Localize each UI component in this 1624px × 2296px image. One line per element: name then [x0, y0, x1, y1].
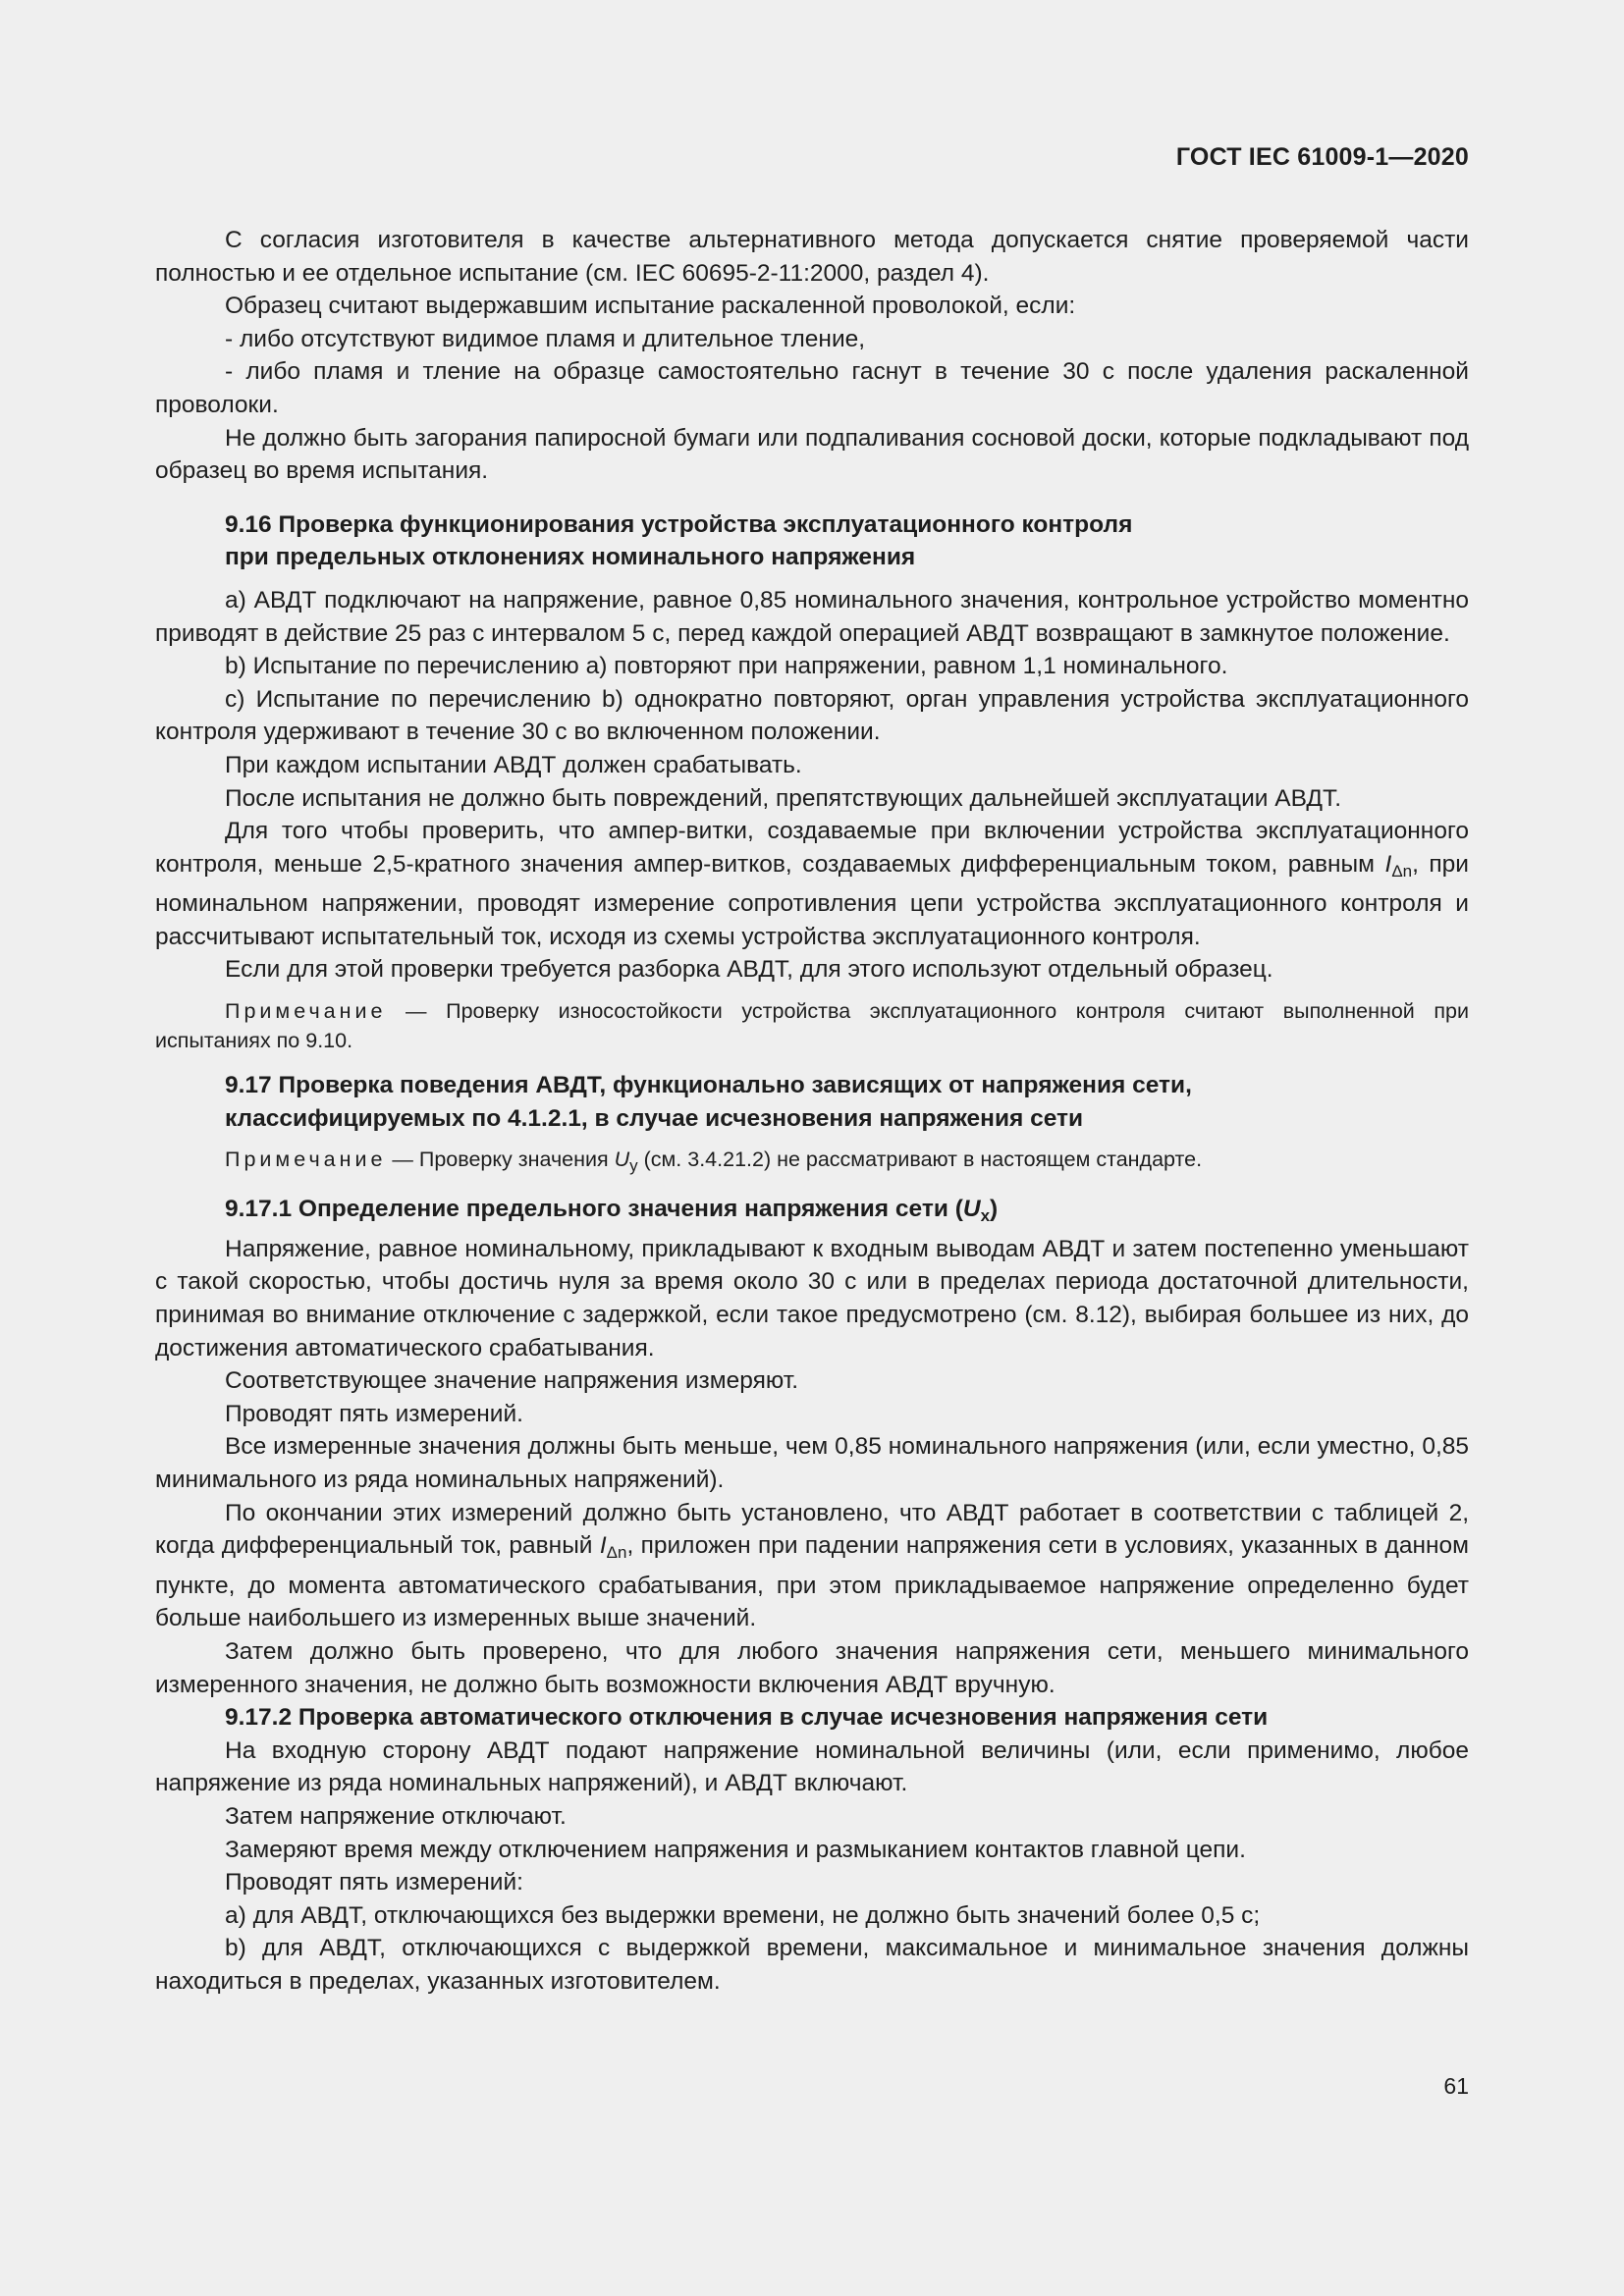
- paragraph: Все измеренные значения должны быть меньше, чем 0,85 номинального напряжения (или, если уместно, 0,85 минимального из ряда номинальных напряжений).: [155, 1433, 1469, 1493]
- paragraph: Проводят пять измерений.: [225, 1400, 523, 1427]
- note-label: Примечание: [225, 1148, 387, 1172]
- paragraph: При каждом испытании АВДТ должен срабатывать.: [225, 751, 802, 778]
- list-item: - либо отсутствуют видимое пламя и длительное тление,: [225, 325, 866, 352]
- text-span: Для того чтобы проверить, что ампер-витки, создаваемые при включении устройства эксплуатационного контроля, меньше 2,5-кратного значения ампер-витков, создаваемых дифференциальным током, равным: [155, 818, 1469, 878]
- subscript-x: x: [980, 1206, 991, 1226]
- note: [155, 996, 1469, 1055]
- subsection-heading-9-17-2: 9.17.2 Проверка автоматического отключения в случае исчезновения напряжения сети: [225, 1704, 1269, 1732]
- subscript-y: y: [629, 1156, 638, 1176]
- note-label: Примечание: [225, 999, 387, 1024]
- symbol-u: U: [614, 1148, 630, 1172]
- paragraph: Затем напряжение отключают.: [225, 1802, 567, 1830]
- list-item: а) АВДТ подключают на напряжение, равное 0,85 номинального значения, контрольное устройство моментно приводят в действие 25 раз с интервалом 5 с, перед каждой операцией АВДТ возвращают в замкнутое положение.: [155, 586, 1469, 647]
- note-text: — Проверку значения: [386, 1148, 615, 1172]
- section-heading-9-17: [155, 1069, 1469, 1135]
- list-item: - либо пламя и тление на образце самостоятельно гаснут в течение 30 с после удаления раскаленной проволоки.: [155, 358, 1469, 418]
- heading-text: ): [990, 1196, 999, 1223]
- text-span: По окончании этих измерений должно быть установлено, что АВДТ работает в соответствии с таблицей 2, когда дифференциальный ток, равный: [155, 1499, 1469, 1560]
- symbol-u: U: [962, 1196, 981, 1223]
- paragraph: Соответствующее значение напряжения измеряют.: [225, 1367, 799, 1395]
- list-item: а) для АВДТ, отключающихся без выдержки времени, не должно быть значений более 0,5 с;: [225, 1901, 1261, 1929]
- heading-line: при предельных отклонениях номинального напряжения: [225, 544, 916, 571]
- paragraph: На входную сторону АВДТ подают напряжение номинальной величины (или, если применимо, любое напряжение из ряда номинальных напряжений), и АВДТ включают.: [155, 1736, 1469, 1797]
- subscript-delta-n: Δn: [606, 1543, 627, 1563]
- symbol-i: I: [1384, 850, 1392, 878]
- paragraph: Не должно быть загорания папиросной бумаги или подпаливания сосновой доски, которые подкладывают под образец во время испытания.: [155, 424, 1469, 485]
- paragraph: Проводят пять измерений:: [225, 1869, 523, 1896]
- subsection-heading-9-17-1: [155, 1193, 1469, 1233]
- note-text: (см. 3.4.21.2) не рассматривают в настоящем стандарте.: [637, 1148, 1203, 1172]
- paragraph: После испытания не должно быть повреждений, препятствующих дальнейшей эксплуатации АВДТ.: [225, 784, 1342, 812]
- text-span: , при номинальном напряжении, проводят измерение сопротивления цепи устройства эксплуатационного контроля и рассчитывают испытательный ток, исходя из схемы устройства эксплуатационного контроля.: [155, 850, 1469, 950]
- heading-line: 9.17 Проверка поведения АВДТ, функционально зависящих от напряжения сети,: [225, 1072, 1192, 1099]
- paragraph: Напряжение, равное номинальному, прикладывают к входным выводам АВДТ и затем постепенно уменьшают с такой скоростью, чтобы достичь нуля за время около 30 с или в пределах периода достаточной длительности, принимая во внимание отключение с задержкой, если такое предусмотрено (см. 8.12), выбирая большее из них, до достижения автоматического срабатывания.: [155, 1235, 1469, 1362]
- heading-text: 9.17.1 Определение предельного значения напряжения сети (: [225, 1196, 963, 1223]
- paragraph: [155, 815, 1469, 953]
- standard-header: ГОСТ IEC 61009-1—2020: [1175, 143, 1469, 171]
- page-content: [155, 224, 1469, 1999]
- paragraph: [155, 1497, 1469, 1635]
- list-item: с) Испытание по перечислению b) однократно повторяют, орган управления устройства эксплуатационного контроля удерживают в течение 30 с во включенном положении.: [155, 685, 1469, 746]
- note: [155, 1145, 1469, 1181]
- section-heading-9-16: [155, 508, 1469, 574]
- paragraph: Затем должно быть проверено, что для любого значения напряжения сети, меньшего минимального измеренного значения, не должно быть возможности включения АВДТ вручную.: [155, 1637, 1469, 1698]
- heading-line: 9.16 Проверка функционирования устройства эксплуатационного контроля: [225, 510, 1133, 538]
- subscript-delta-n: Δn: [1391, 861, 1413, 881]
- paragraph: Образец считают выдержавшим испытание раскаленной проволокой, если:: [225, 293, 1076, 320]
- paragraph: Если для этой проверки требуется разборка АВДТ, для этого используют отдельный образец.: [225, 956, 1273, 984]
- paragraph: Замеряют время между отключением напряжения и размыканием контактов главной цепи.: [225, 1836, 1246, 1863]
- heading-line: классифицируемых по 4.1.2.1, в случае исчезновения напряжения сети: [225, 1104, 1084, 1132]
- note-text: — Проверку износостойкости устройства эксплуатационного контроля считают выполненной при испытаниях по 9.10.: [155, 999, 1469, 1053]
- symbol-i: I: [599, 1532, 607, 1560]
- list-item: b) Испытание по перечислению а) повторяют при напряжении, равном 1,1 номинального.: [225, 653, 1228, 680]
- list-item: b) для АВДТ, отключающихся с выдержкой времени, максимальное и минимальное значения должны находиться в пределах, указанных изготовителем.: [155, 1935, 1469, 1995]
- page-number: 61: [1443, 2073, 1469, 2099]
- text-span: , приложен при падении напряжения сети в условиях, указанных в данном пункте, до момента автоматического срабатывания, при этом прикладываемое напряжение определенно будет больше наибольшего из измеренных выше значений.: [155, 1532, 1469, 1632]
- paragraph: С согласия изготовителя в качестве альтернативного метода допускается снятие проверяемой части полностью и ее отдельное испытание (см. IEC 60695-2-11:2000, раздел 4).: [155, 227, 1469, 287]
